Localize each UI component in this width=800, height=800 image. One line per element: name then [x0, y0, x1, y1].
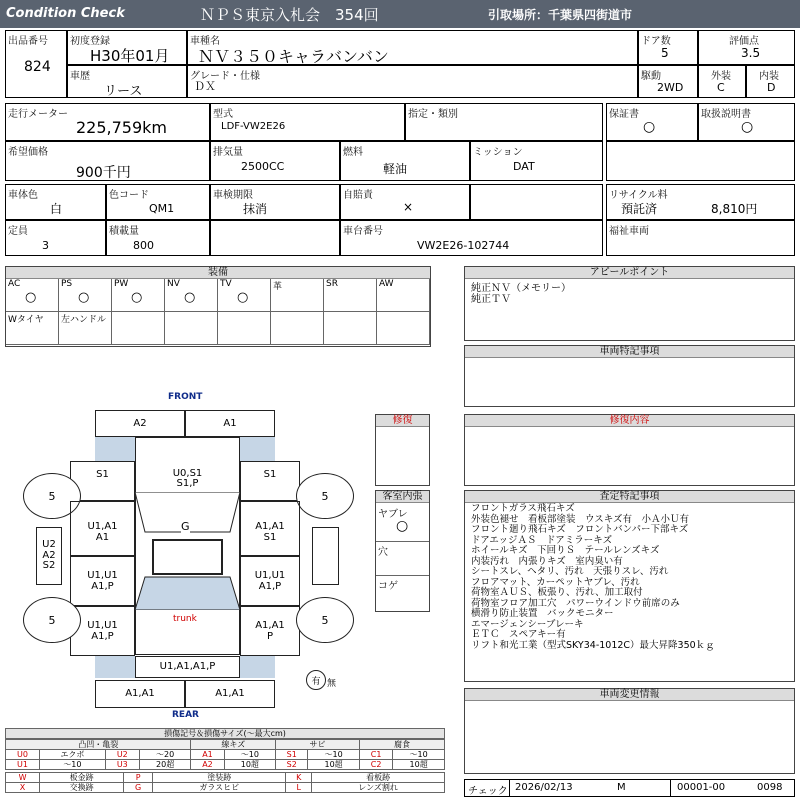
equipment-cell: [271, 312, 324, 345]
manual-label: 取扱説明書: [701, 109, 751, 120]
check-label: チェック: [468, 786, 508, 797]
history-cell: [67, 65, 187, 98]
footer-bar: [464, 779, 795, 797]
chassis-cell: [340, 220, 603, 256]
legend-val: 10超: [393, 760, 445, 770]
warranty-mark: ○: [643, 119, 656, 135]
tire-front-right[interactable]: 5: [296, 473, 354, 519]
int-value: D: [767, 81, 776, 94]
equipment-cell: [6, 312, 59, 345]
fuel-value: 軽油: [383, 162, 408, 176]
pickup-location: 引取場所：千葉県四街道市: [488, 8, 633, 22]
car-name-value: ＮＶ３５０キャラバンバン: [198, 47, 389, 66]
interior-yabure-mark: ○: [396, 518, 409, 534]
mission-cell: [470, 141, 603, 181]
legend-key: U2: [105, 750, 139, 760]
legend-marks-table: [5, 772, 445, 793]
inspection-note-line: 外装色褪せ 看板部塗装 ウスキズ有 小Ａ小Ｕ有: [471, 513, 690, 525]
warranty-cell: [606, 103, 698, 141]
equipment-label: TV: [220, 279, 232, 289]
score-cell: [698, 30, 795, 65]
appeal-title: アピールポイント: [465, 267, 794, 279]
inspection-note-line: ドアエッジＡＳ ドアミラーキズ: [471, 534, 613, 546]
doors-label: ドア数: [641, 36, 671, 47]
insurance-label: 自賠責: [343, 190, 373, 201]
welfare-label: 福祉車両: [609, 226, 649, 237]
color-code-value: QM1: [149, 202, 175, 215]
ext-value: C: [717, 81, 725, 94]
lot-number: 824: [24, 59, 51, 75]
drive-cell: [638, 65, 698, 98]
inspection-value: 抹消: [243, 202, 268, 216]
equipment-label: PS: [61, 279, 73, 289]
equipment-label: SR: [326, 279, 338, 289]
equipment-cell: [377, 279, 430, 312]
mileage-cell: [5, 103, 210, 141]
model-label: 型式: [213, 109, 233, 120]
equipment-cell: [165, 312, 218, 345]
manual-mark: ○: [741, 119, 754, 135]
legend-val: ガラスヒビ: [153, 783, 286, 793]
front-label: FRONT: [168, 392, 203, 402]
mission-label: ミッション: [473, 147, 523, 158]
equipment-cell: [59, 279, 112, 312]
equipment-mark: ○: [237, 290, 249, 305]
equipment-label: PW: [114, 279, 129, 289]
load-label: 積載量: [109, 226, 139, 237]
fender-left-panel[interactable]: S1: [70, 461, 135, 501]
legend-key: C1: [359, 750, 392, 760]
equipment-label: 革: [273, 282, 283, 292]
insurance-value: ×: [403, 200, 414, 214]
legend-val: ～10: [393, 750, 445, 760]
fender-right-panel[interactable]: S1: [240, 461, 300, 501]
equipment-label: 左ハンドル: [61, 315, 107, 325]
trunk-label: trunk: [173, 614, 197, 624]
recycle-amount: 8,810円: [711, 202, 758, 216]
spare-tire-text: 無: [327, 679, 337, 689]
spare-tire-icon: 有: [306, 670, 326, 690]
legend-head-scratch: 線キズ: [191, 740, 276, 750]
door-rear-left-panel[interactable]: U1,U1 A1,P: [70, 556, 135, 606]
repair-content-section: [464, 414, 795, 486]
legend-key: S1: [276, 750, 308, 760]
legend-key: A1: [191, 750, 224, 760]
drive-value: 2WD: [657, 81, 684, 94]
lot-cell: [5, 30, 67, 98]
front-left-panel[interactable]: A2: [95, 410, 185, 437]
displacement-value: 2500CC: [241, 160, 285, 173]
damage-legend: [5, 728, 445, 793]
legend-key: U3: [105, 760, 139, 770]
inspection-note-line: フロントガラス飛石キズ: [471, 503, 575, 514]
side-right-panel[interactable]: [312, 527, 339, 585]
welfare-cell: [606, 220, 795, 256]
legend-head-corrode: 腐食: [359, 740, 444, 750]
history-value: リース: [104, 84, 143, 99]
appeal-section: [464, 266, 795, 341]
legend-key: U0: [6, 750, 40, 760]
car-name-cell: [187, 30, 638, 65]
header-bar: [0, 0, 800, 28]
recycle-status: 預託済: [621, 202, 658, 216]
load-value: 800: [133, 239, 154, 252]
load-cell: [106, 220, 210, 256]
designation-label: 指定・類別: [408, 109, 458, 120]
equipment-grid: [6, 279, 430, 346]
fuel-cell: [340, 141, 470, 181]
legend-key: P: [124, 773, 153, 783]
interior-burn-label: コゲ: [378, 581, 398, 592]
interior-hole-label: 穴: [378, 547, 388, 558]
grade-cell: [187, 65, 638, 98]
legend-val: 10超: [224, 760, 276, 770]
model-value: LDF-VW2E26: [221, 121, 286, 132]
drive-label: 駆動: [641, 71, 661, 82]
legend-key: S2: [276, 760, 308, 770]
legend-val: 看板跡: [312, 773, 445, 783]
equipment-cell: [271, 279, 324, 312]
chassis-value: VW2E26-102744: [417, 239, 510, 252]
windshield: [135, 492, 240, 610]
checker-initial: M: [617, 782, 626, 793]
equipment-cell: [324, 312, 377, 345]
score-value: 3.5: [741, 46, 761, 60]
repair-title: 修復: [376, 415, 429, 427]
inspection-note-line: 横滑り防止装置 バックモニター: [471, 608, 614, 619]
check-date: 2026/02/13: [515, 782, 573, 793]
lot-label: 出品番号: [8, 36, 48, 47]
tire-front-left[interactable]: 5: [23, 473, 81, 519]
doors-cell: [638, 30, 698, 65]
repair-content-title: 修復内容: [465, 415, 794, 427]
legend-val: 塗装跡: [153, 773, 286, 783]
equipment-section: [5, 266, 431, 347]
equipment-cell: [377, 312, 430, 345]
first-reg-cell: [67, 30, 187, 65]
equipment-cell: [6, 279, 59, 312]
inspection-note-line: ＥＴＣ スペアキー有: [471, 629, 566, 640]
displacement-label: 排気量: [213, 147, 243, 158]
equipment-cell: [324, 279, 377, 312]
legend-val: 交換跡: [40, 783, 124, 793]
rear-bumper-left-panel[interactable]: A1,A1: [95, 680, 185, 708]
equipment-mark: ○: [184, 290, 196, 305]
color-code-cell: [106, 184, 210, 220]
capacity-cell: [5, 220, 106, 256]
hope-label: 希望価格: [8, 147, 48, 158]
hope-cell: [5, 141, 210, 181]
manual-cell: [698, 103, 795, 141]
legend-key: G: [124, 783, 153, 793]
color-label: 車体色: [8, 190, 38, 201]
equipment-label: NV: [167, 279, 180, 289]
model-cell: [210, 103, 405, 141]
interior-yabure-label: ヤブレ: [378, 509, 408, 520]
inspection-note-line: 荷物室フロア加工穴 パワーウインドウ前席のみ: [471, 597, 680, 609]
footer-code-1: 00001-00: [677, 782, 726, 793]
equipment-cell: [218, 279, 271, 312]
inspection-notes-title: 査定特記事項: [465, 491, 794, 503]
equipment-label: Wタイヤ: [8, 315, 44, 325]
special-title: 車両特記事項: [465, 346, 794, 358]
legend-key: C2: [359, 760, 392, 770]
inspection-label: 車検期限: [213, 190, 253, 201]
warranty-label: 保証書: [609, 109, 639, 120]
chassis-label: 車台番号: [343, 226, 383, 237]
inspection-note-line: ホイールキズ 下回りＳ テールレンズキズ: [471, 545, 660, 556]
blank-cell-right: [606, 141, 795, 181]
inspection-cell: [210, 184, 340, 220]
special-section: [464, 345, 795, 407]
first-reg-label: 初度登録: [70, 36, 110, 47]
quarter-right-panel[interactable]: A1,A1 P: [240, 606, 300, 656]
tire-rear-right[interactable]: 5: [296, 597, 354, 643]
side-left-panel[interactable]: U2 A2 S2: [36, 527, 62, 585]
equipment-mark: ○: [78, 290, 90, 305]
inspection-note-line: 内装汚れ 内張りキズ 室内臭い有: [471, 555, 623, 567]
quarter-left-panel[interactable]: U1,U1 A1,P: [70, 606, 135, 656]
mileage-label: 走行メーター: [8, 109, 68, 120]
door-rear-right-panel[interactable]: U1,U1 A1,P: [240, 556, 300, 606]
equipment-mark: ○: [25, 290, 37, 305]
equipment-cell: [112, 279, 165, 312]
int-label: 内装: [759, 71, 779, 82]
change-info-title: 車両変更情報: [465, 689, 794, 701]
equipment-mark: ○: [131, 290, 143, 305]
legend-head-rust: サビ: [276, 740, 360, 750]
legend-val: ～10: [40, 760, 106, 770]
change-info-section: [464, 688, 795, 774]
equipment-label: AW: [379, 279, 394, 289]
displacement-cell: [210, 141, 340, 181]
recycle-cell: [606, 184, 795, 220]
designation-cell: [405, 103, 603, 141]
legend-val: ～10: [308, 750, 360, 760]
first-reg-value: H30年01月: [90, 47, 170, 65]
inspection-note-line: フロント廻り飛石キズ フロントバンパー下部キズ: [471, 524, 689, 535]
legend-val: 10超: [308, 760, 360, 770]
color-cell: [5, 184, 106, 220]
legend-key: U1: [6, 760, 40, 770]
equipment-cell: [218, 312, 271, 345]
ext-cell: [698, 65, 746, 98]
appeal-line: 純正ＮＶ（メモリー）: [471, 283, 571, 294]
legend-key: W: [6, 773, 40, 783]
legend-key: L: [286, 783, 312, 793]
legend-head-bump: 凸凹・亀裂: [6, 740, 191, 750]
footer-code-2: 0098: [757, 782, 783, 793]
insurance-cell: [340, 184, 470, 220]
inspection-note-line: シートスレ、ヘタリ、汚れ 天張りスレ、汚れ: [471, 566, 669, 577]
color-value: 白: [50, 202, 63, 216]
repair-section: [375, 414, 430, 486]
equipment-title: 装備: [6, 267, 430, 279]
door-front-right-panel[interactable]: A1,A1 S1: [240, 501, 300, 556]
brand-title: Condition Check: [6, 6, 125, 21]
car-name-label: 車種名: [190, 36, 220, 47]
blank-cell-mid: [470, 184, 603, 220]
inspection-note-line: 荷物室ＡＵＳ、板張り、汚れ、加工取付: [471, 587, 643, 598]
inspection-note-line: フロアマット、カーペットヤブレ、汚れ: [471, 576, 640, 588]
legend-title: 損傷記号＆損傷サイズ(～最大cm): [5, 728, 445, 739]
rear-label: REAR: [172, 710, 199, 720]
mileage-value: 225,759km: [76, 118, 168, 137]
history-label: 車歴: [70, 71, 90, 82]
capacity-value: 3: [42, 239, 49, 252]
color-code-label: 色コード: [109, 190, 149, 201]
fuel-label: 燃料: [343, 147, 363, 158]
roof-damage-label: G: [181, 520, 190, 533]
inspection-note-line: エマージェンシーブレーキ: [471, 618, 584, 630]
legend-val: 板金跡: [40, 773, 124, 783]
door-front-left-panel[interactable]: U1,A1 A1: [70, 501, 135, 556]
score-label: 評価点: [729, 36, 759, 47]
ext-label: 外装: [711, 71, 731, 82]
legend-val: レンズ割れ: [312, 783, 445, 793]
hood-damage: U0,S1 S1,P: [172, 468, 203, 489]
capacity-label: 定員: [8, 226, 28, 237]
grade-value: ＤＸ: [194, 80, 216, 93]
interior-title: 客室内張: [376, 491, 429, 503]
blank-cell-chassis-left: [210, 220, 340, 256]
equipment-cell: [112, 312, 165, 345]
doors-value: 5: [661, 46, 669, 60]
tire-rear-left[interactable]: 5: [23, 597, 81, 643]
inspection-notes-section: [464, 490, 795, 682]
auction-title: ＮＰＳ東京入札会 354回: [200, 6, 379, 24]
inspection-note-line: リフト和光工業（型式SKY34-1012C）最大昇降350ｋｇ: [471, 639, 715, 651]
inspection-notes-list: [471, 504, 715, 651]
equipment-label: AC: [8, 279, 21, 289]
equipment-cell: [165, 279, 218, 312]
mission-value: DAT: [513, 160, 535, 173]
recycle-label: リサイクル料: [609, 190, 668, 201]
rear-bumper-right-panel[interactable]: A1,A1: [185, 680, 275, 708]
front-right-panel[interactable]: A1: [185, 410, 275, 437]
hope-value: 900千円: [76, 165, 131, 181]
legend-val: ～10: [224, 750, 276, 760]
legend-val: 20超: [139, 760, 191, 770]
back-door-panel[interactable]: U1,A1,A1,P: [135, 656, 240, 678]
legend-table: [5, 739, 445, 770]
grade-label: グレード・仕様: [190, 71, 260, 82]
legend-key: K: [286, 773, 312, 783]
interior-section: [375, 490, 430, 612]
legend-val: ～20: [139, 750, 191, 760]
equipment-cell: [59, 312, 112, 345]
legend-key: A2: [191, 760, 224, 770]
legend-key: X: [6, 783, 40, 793]
legend-val: エクボ: [40, 750, 106, 760]
appeal-line: 純正ＴＶ: [471, 294, 511, 305]
int-cell: [746, 65, 795, 98]
